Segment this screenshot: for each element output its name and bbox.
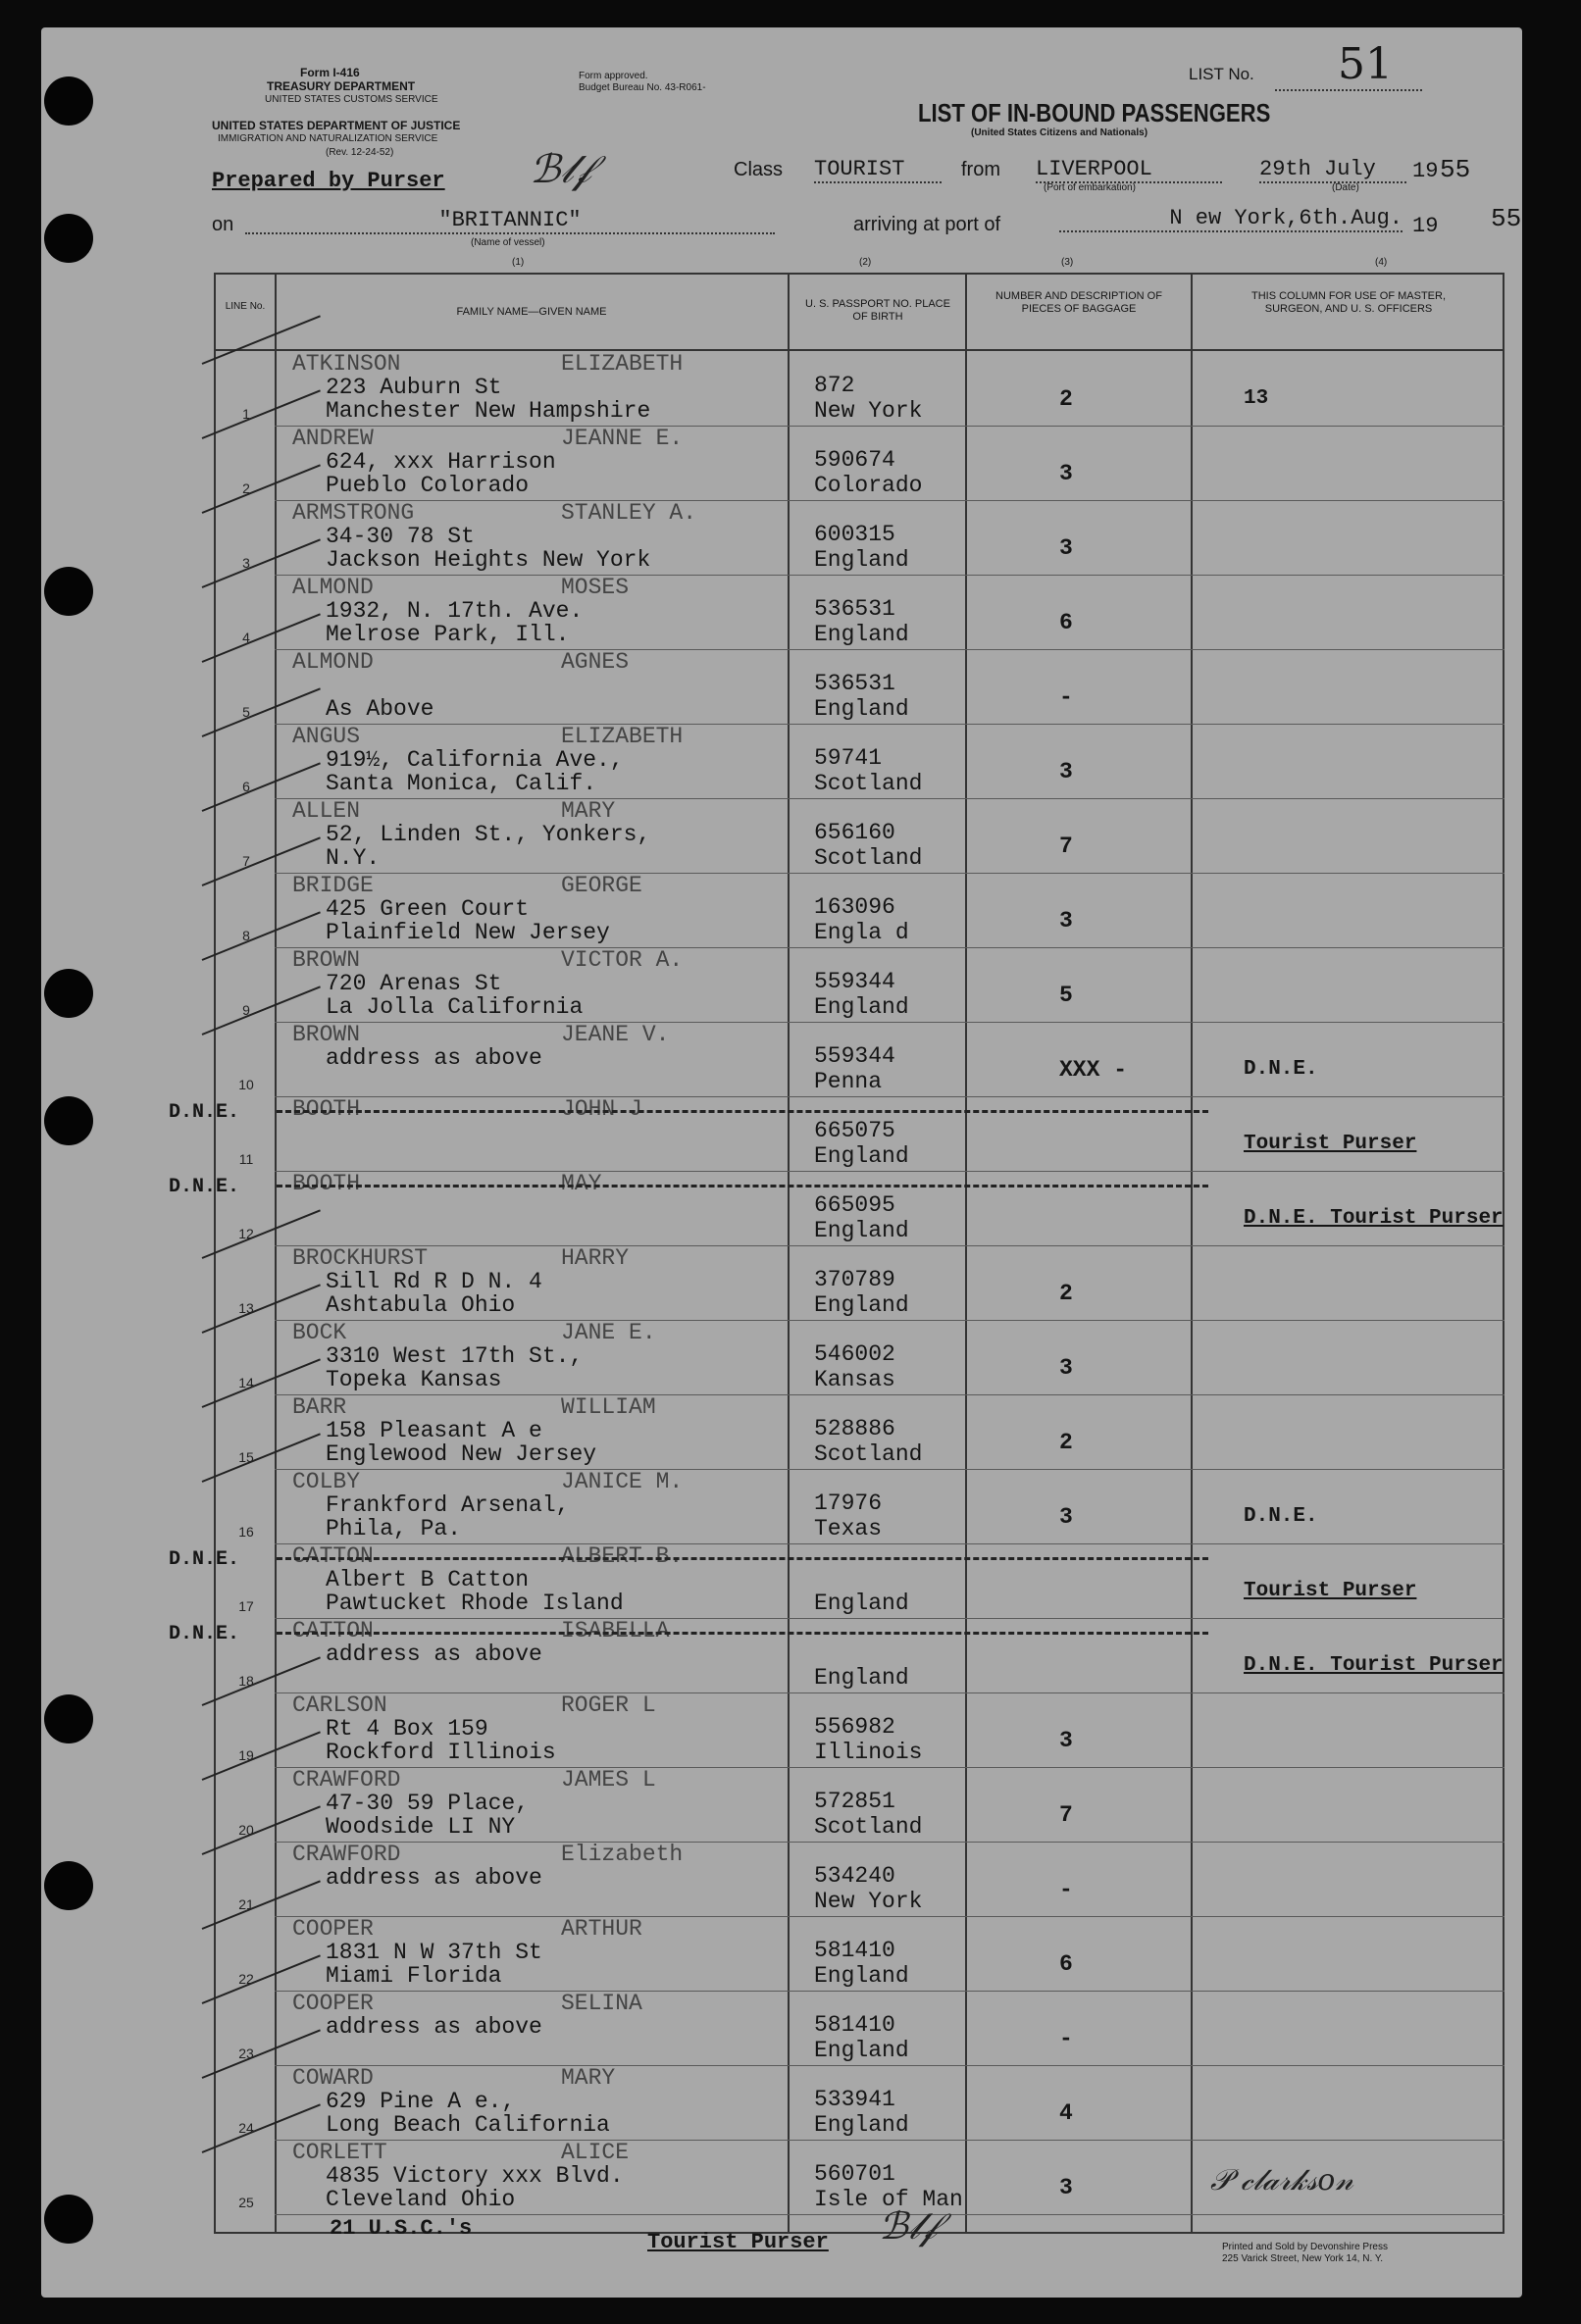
given-name: VICTOR A. <box>561 947 684 973</box>
column-divider <box>788 273 790 2234</box>
address-line-2: Cleveland Ohio <box>326 2187 516 2212</box>
address-line-2: Miami Florida <box>326 1963 502 1989</box>
col-header-name: FAMILY NAME—GIVEN NAME <box>456 306 607 318</box>
baggage-count: 2 <box>1059 386 1073 412</box>
passport-number: 556982 <box>814 1714 895 1740</box>
line-number: 12 <box>238 1226 254 1241</box>
passport-number: 581410 <box>814 1938 895 1963</box>
baggage-count: 7 <box>1059 1802 1073 1828</box>
passport-number: 656160 <box>814 820 895 845</box>
family-name: BROWN <box>292 947 361 973</box>
given-name: ELIZABETH <box>561 351 684 377</box>
form-subtitle: (United States Citizens and Nationals) <box>971 127 1148 138</box>
place-of-birth: Scotland <box>814 1814 923 1840</box>
address-line-1: 158 Pleasant A e <box>326 1418 542 1443</box>
line-number: 15 <box>238 1449 254 1465</box>
col-index-1: (1) <box>512 257 525 268</box>
family-name: ANDREW <box>292 426 374 451</box>
line-number: 9 <box>242 1002 250 1018</box>
baggage-count: 3 <box>1059 535 1073 561</box>
address-line-1: 4835 Victory xxx Blvd. <box>326 2163 624 2189</box>
passport-number: 872 <box>814 373 855 398</box>
place-of-birth: Kansas <box>814 1367 895 1392</box>
address-line-2: Woodside LI NY <box>326 1814 516 1840</box>
officer-note: D.N.E. Tourist Purser <box>1244 1207 1504 1230</box>
passport-number: 572851 <box>814 1789 895 1814</box>
passport-number: 59741 <box>814 745 883 771</box>
family-name: COWARD <box>292 2065 374 2091</box>
given-name: MAY <box>561 1171 602 1196</box>
place-of-birth: Scotland <box>814 771 923 796</box>
place-of-birth: England <box>814 1292 909 1318</box>
passport-number: 17976 <box>814 1490 883 1516</box>
given-name: WILLIAM <box>561 1394 656 1420</box>
class-label: Class <box>734 159 784 180</box>
family-name: BARR <box>292 1394 347 1420</box>
family-name: CRAWFORD <box>292 1767 401 1793</box>
officer-note: D.N.E. <box>1244 1505 1318 1528</box>
row-divider <box>275 1394 1504 1395</box>
row-divider <box>275 1022 1504 1023</box>
given-name: HARRY <box>561 1245 630 1271</box>
place-of-birth: England <box>814 547 909 573</box>
passport-number: 536531 <box>814 596 895 622</box>
prepared-by: Prepared by Purser <box>212 169 445 193</box>
address-line-2: N.Y. <box>326 845 381 871</box>
family-name: CORLETT <box>292 2140 387 2165</box>
column-divider <box>965 273 967 2234</box>
budget-bureau: Budget Bureau No. 43-R061- <box>579 82 706 93</box>
address-line-2: Pawtucket Rhode Island <box>326 1591 624 1616</box>
baggage-count: 5 <box>1059 983 1073 1008</box>
vessel-label: (Name of vessel) <box>471 237 545 248</box>
line-number: 7 <box>242 853 250 869</box>
row-divider <box>275 426 1504 427</box>
dne-mark: D.N.E. <box>169 1176 240 1198</box>
line-number: 25 <box>238 2195 254 2210</box>
address-line-2: Phila, Pa. <box>326 1516 462 1541</box>
list-no-label: LIST No. <box>1189 65 1254 83</box>
binder-hole <box>44 2195 93 2244</box>
line-number: 13 <box>238 1300 254 1316</box>
line-number: 11 <box>238 1151 254 1167</box>
row-divider <box>275 1618 1504 1619</box>
passport-number: 536531 <box>814 671 895 696</box>
baggage-count: 7 <box>1059 834 1073 859</box>
address-line-1: 629 Pine A e., <box>326 2089 516 2114</box>
place-of-birth: Scotland <box>814 1441 923 1467</box>
address-line-1: 720 Arenas St <box>326 971 502 996</box>
binder-hole <box>44 214 93 263</box>
family-name: BOCK <box>292 1320 347 1345</box>
row-divider <box>275 798 1504 799</box>
given-name: ELIZABETH <box>561 724 684 749</box>
row-divider <box>275 724 1504 725</box>
address-line-2: Topeka Kansas <box>326 1367 502 1392</box>
baggage-count: XXX - <box>1059 1057 1128 1083</box>
address-line-1: 223 Auburn St <box>326 375 502 400</box>
col-index-4: (4) <box>1375 257 1388 268</box>
line-number: 6 <box>242 779 250 794</box>
binder-hole <box>44 1694 93 1743</box>
baggage-count: - <box>1059 1877 1073 1902</box>
address-line-2: Pueblo Colorado <box>326 473 530 498</box>
line-number: 20 <box>238 1822 254 1838</box>
col-header-passport: U. S. PASSPORT NO. PLACE OF BIRTH <box>805 298 950 323</box>
line-number: 8 <box>242 928 250 943</box>
family-name: ALMOND <box>292 575 374 600</box>
on-label: on <box>212 214 234 235</box>
family-name: CATTON <box>292 1618 374 1643</box>
ins-service: IMMIGRATION AND NATURALIZATION SERVICE <box>218 133 438 144</box>
place-of-birth: Penna <box>814 1069 883 1094</box>
address-line-1: Rt 4 Box 159 <box>326 1716 488 1742</box>
given-name: Elizabeth <box>561 1842 684 1867</box>
passport-number: 665095 <box>814 1192 895 1218</box>
given-name: AGNES <box>561 649 630 675</box>
passport-number: 600315 <box>814 522 895 547</box>
address-line-2: Plainfield New Jersey <box>326 920 610 945</box>
port-embark-label: (Port of embarkation) <box>1044 182 1136 193</box>
officer-note: Tourist Purser <box>1244 1133 1417 1155</box>
row-divider <box>275 1543 1504 1544</box>
baggage-count: 6 <box>1059 1951 1073 1977</box>
address-line-1: Sill Rd R D N. 4 <box>326 1269 542 1294</box>
baggage-count: 3 <box>1059 461 1073 486</box>
family-name: CATTON <box>292 1543 374 1569</box>
place-of-birth: New York <box>814 398 923 424</box>
dne-mark: D.N.E. <box>169 1101 240 1124</box>
baggage-count: 2 <box>1059 1281 1073 1306</box>
address-line-1: Frankford Arsenal, <box>326 1492 570 1518</box>
passport-number: 559344 <box>814 969 895 994</box>
line-number: 22 <box>238 1971 254 1987</box>
family-name: ARMSTRONG <box>292 500 415 526</box>
place-of-birth: Texas <box>814 1516 883 1541</box>
place-of-birth: England <box>814 1665 909 1691</box>
strike-through <box>277 1185 1208 1187</box>
row-divider <box>275 873 1504 874</box>
row-divider <box>275 947 1504 948</box>
binder-hole <box>44 1096 93 1145</box>
line-number: 24 <box>238 2120 254 2136</box>
officer-note: 13 <box>1244 387 1269 410</box>
dne-mark: D.N.E. <box>169 1548 240 1571</box>
col-header-baggage: NUMBER AND DESCRIPTION OF PIECES OF BAGGAGE <box>995 290 1162 315</box>
date-value: 29th July <box>1259 157 1406 183</box>
given-name: GEORGE <box>561 873 642 898</box>
row-divider <box>275 1842 1504 1843</box>
row-divider <box>275 2140 1504 2141</box>
address-line-2: Rockford Illinois <box>326 1740 556 1765</box>
baggage-count: 3 <box>1059 1504 1073 1530</box>
address-line-2: Manchester New Hampshire <box>326 398 651 424</box>
baggage-count: 3 <box>1059 1728 1073 1753</box>
given-name: SELINA <box>561 1991 642 2016</box>
binder-hole <box>44 969 93 1018</box>
place-of-birth: Isle of Man <box>814 2187 963 2212</box>
place-of-birth: New York <box>814 1889 923 1914</box>
address-line-2: Santa Monica, Calif. <box>326 771 597 796</box>
given-name: MARY <box>561 2065 616 2091</box>
from-label: from <box>961 159 1000 180</box>
year-prefix-2: 19 <box>1412 214 1439 238</box>
given-name: JEANNE E. <box>561 426 684 451</box>
treasury-dept: TREASURY DEPARTMENT <box>267 79 416 93</box>
baggage-count: 4 <box>1059 2100 1073 2126</box>
given-name: JANICE M. <box>561 1469 684 1494</box>
citizen-count: 21 U.S.C.'s <box>330 2216 473 2241</box>
given-name: JANE E. <box>561 1320 656 1345</box>
row-divider <box>275 575 1504 576</box>
line-number: 2 <box>242 480 250 496</box>
baggage-count: 3 <box>1059 1355 1073 1381</box>
address-line-2: La Jolla California <box>326 994 584 1020</box>
address-line-1: Albert B Catton <box>326 1567 530 1592</box>
address-line-1: address as above <box>326 2014 542 2040</box>
binder-hole <box>44 76 93 126</box>
passport-number: 665075 <box>814 1118 895 1143</box>
col-index-2: (2) <box>859 257 872 268</box>
family-name: ALLEN <box>292 798 361 824</box>
family-name: COOPER <box>292 1916 374 1942</box>
line-number: 18 <box>238 1673 254 1689</box>
purser-signature: ℬ𝓁𝒻 <box>530 147 591 192</box>
family-name: BOOTH <box>292 1171 361 1196</box>
justice-dept: UNITED STATES DEPARTMENT OF JUSTICE <box>212 119 461 132</box>
given-name: JEANE V. <box>561 1022 670 1047</box>
address-line-1: 1831 N W 37th St <box>326 1940 542 1965</box>
line-number: 14 <box>238 1375 254 1390</box>
arriving-label: arriving at port of <box>853 214 1001 235</box>
class-value: TOURIST <box>814 157 942 183</box>
baggage-count: 2 <box>1059 1430 1073 1455</box>
passport-number: 590674 <box>814 447 895 473</box>
vessel-name: "BRITANNIC" <box>245 208 775 234</box>
baggage-count: - <box>1059 2026 1073 2051</box>
strike-through <box>277 1557 1208 1560</box>
address-line-2: Melrose Park, Ill. <box>326 622 570 647</box>
arrival-port: N ew York,6th.Aug. <box>1059 206 1402 232</box>
passport-number: 560701 <box>814 2161 895 2187</box>
address-line-1: address as above <box>326 1865 542 1891</box>
family-name: CARLSON <box>292 1692 387 1718</box>
place-of-birth: England <box>814 1218 909 1243</box>
line-number: 10 <box>238 1077 254 1092</box>
passport-number: 546002 <box>814 1341 895 1367</box>
family-name: COLBY <box>292 1469 361 1494</box>
place-of-birth: Illinois <box>814 1740 923 1765</box>
passport-number: 528886 <box>814 1416 895 1441</box>
given-name: JAMES L <box>561 1767 656 1793</box>
binder-hole <box>44 1861 93 1910</box>
place-of-birth: Engla d <box>814 920 909 945</box>
given-name: MARY <box>561 798 616 824</box>
list-number: 51 <box>1338 39 1393 89</box>
family-name: BROWN <box>292 1022 361 1047</box>
family-name: ANGUS <box>292 724 361 749</box>
printer-line-2: 225 Varick Street, New York 14, N. Y. <box>1222 2253 1383 2264</box>
place-of-birth: England <box>814 2112 909 2138</box>
baggage-count: 3 <box>1059 908 1073 934</box>
family-name: CRAWFORD <box>292 1842 401 1867</box>
col-header-officers: THIS COLUMN FOR USE OF MASTER, SURGEON, AND U. S. OFFICERS <box>1250 290 1446 315</box>
address-line-2: Ashtabula Ohio <box>326 1292 516 1318</box>
passport-number: 370789 <box>814 1267 895 1292</box>
year-1: 55 <box>1440 155 1471 184</box>
address-line-2: Jackson Heights New York <box>326 547 651 573</box>
family-name: BROCKHURST <box>292 1245 429 1271</box>
address-line-1: 34-30 78 St <box>326 524 475 549</box>
place-of-birth: England <box>814 1143 909 1169</box>
strike-through <box>277 1632 1208 1635</box>
row-divider <box>275 1991 1504 1992</box>
row-divider <box>275 649 1504 650</box>
given-name: ALICE <box>561 2140 630 2165</box>
officer-signature: 𝒫 𝒸𝓁𝒶𝓇𝓀𝓈𝑜𝓃 <box>1210 2163 1353 2198</box>
line-number: 21 <box>238 1896 254 1912</box>
family-name: ALMOND <box>292 649 374 675</box>
address-line-1: 624, xxx Harrison <box>326 449 556 475</box>
binder-hole <box>44 567 93 616</box>
col-header-line: LINE No. <box>225 301 266 312</box>
address-line-1: 52, Linden St., Yonkers, <box>326 822 651 847</box>
year-2: 55 <box>1491 204 1522 233</box>
printer-line-1: Printed and Sold by Devonshire Press <box>1222 2242 1388 2252</box>
column-divider <box>275 273 277 2234</box>
address-line-1: 3310 West 17th St., <box>326 1343 584 1369</box>
place-of-birth: Colorado <box>814 473 923 498</box>
row-divider <box>275 1916 1504 1917</box>
family-name: BOOTH <box>292 1096 361 1122</box>
passport-number: 559344 <box>814 1043 895 1069</box>
passport-number: 163096 <box>814 894 895 920</box>
address-line-1: address as above <box>326 1045 542 1071</box>
given-name: ARTHUR <box>561 1916 642 1942</box>
row-divider <box>275 1171 1504 1172</box>
given-name: ALBERT B. <box>561 1543 684 1569</box>
place-of-birth: England <box>814 994 909 1020</box>
form-approved: Form approved. <box>579 71 648 81</box>
form-number: Form I-416 <box>300 66 360 79</box>
address-line-2: Englewood New Jersey <box>326 1441 597 1467</box>
place-of-birth: Scotland <box>814 845 923 871</box>
dne-mark: D.N.E. <box>169 1623 240 1645</box>
row-divider <box>275 500 1504 501</box>
row-divider <box>275 1320 1504 1321</box>
line-number: 4 <box>242 630 250 645</box>
place-of-birth: England <box>814 1591 909 1616</box>
line-number: 5 <box>242 704 250 720</box>
family-name: COOPER <box>292 1991 374 2016</box>
place-of-birth: England <box>814 1963 909 1989</box>
address-line-2: As Above <box>326 696 434 722</box>
line-number: 19 <box>238 1747 254 1763</box>
row-divider <box>275 1245 1504 1246</box>
officer-note: D.N.E. Tourist Purser <box>1244 1654 1504 1677</box>
given-name: ROGER L <box>561 1692 656 1718</box>
address-line-1: 425 Green Court <box>326 896 530 922</box>
header-divider <box>214 349 1504 351</box>
customs-service: UNITED STATES CUSTOMS SERVICE <box>265 94 438 105</box>
baggage-count: 3 <box>1059 759 1073 784</box>
address-line-1: address as above <box>326 1642 542 1667</box>
line-number: 3 <box>242 555 250 571</box>
passport-number: 533941 <box>814 2087 895 2112</box>
baggage-count: 3 <box>1059 2175 1073 2200</box>
family-name: ATKINSON <box>292 351 401 377</box>
place-of-birth: England <box>814 622 909 647</box>
row-divider <box>275 1767 1504 1768</box>
place-of-birth: England <box>814 2038 909 2063</box>
line-number: 23 <box>238 2046 254 2061</box>
line-number: 17 <box>238 1598 254 1614</box>
passport-number: 534240 <box>814 1863 895 1889</box>
column-divider <box>1191 273 1193 2234</box>
baggage-count: - <box>1059 684 1073 710</box>
baggage-count: 6 <box>1059 610 1073 635</box>
given-name: ISABELLA <box>561 1618 670 1643</box>
footer-purser: Tourist Purser <box>647 2230 829 2254</box>
strike-through <box>277 1110 1208 1113</box>
row-divider <box>275 1692 1504 1693</box>
officer-note: D.N.E. <box>1244 1058 1318 1081</box>
from-port: LIVERPOOL <box>1036 157 1222 183</box>
line-number: 16 <box>238 1524 254 1540</box>
officer-note: Tourist Purser <box>1244 1580 1417 1602</box>
given-name: JOHN J <box>561 1096 642 1122</box>
place-of-birth: England <box>814 696 909 722</box>
given-name: STANLEY A. <box>561 500 697 526</box>
family-name: BRIDGE <box>292 873 374 898</box>
address-line-1: 47-30 59 Place, <box>326 1791 530 1816</box>
address-line-1: 1932, N. 17th. Ave. <box>326 598 584 624</box>
footer-signature: ℬ𝓁𝒻 <box>879 2204 938 2248</box>
line-number: 1 <box>242 406 250 422</box>
address-line-2: Long Beach California <box>326 2112 610 2138</box>
date-label: (Date) <box>1332 182 1359 193</box>
col-index-3: (3) <box>1061 257 1074 268</box>
row-divider <box>275 1096 1504 1097</box>
revision: (Rev. 12-24-52) <box>326 147 394 158</box>
list-no-line <box>1275 88 1422 91</box>
row-divider <box>275 1469 1504 1470</box>
form-title: LIST OF IN-BOUND PASSENGERS <box>918 98 1271 127</box>
given-name: MOSES <box>561 575 630 600</box>
row-divider <box>275 2065 1504 2066</box>
year-prefix: 19 <box>1412 159 1439 183</box>
address-line-1: 919½, California Ave., <box>326 747 624 773</box>
passport-number: 581410 <box>814 2012 895 2038</box>
